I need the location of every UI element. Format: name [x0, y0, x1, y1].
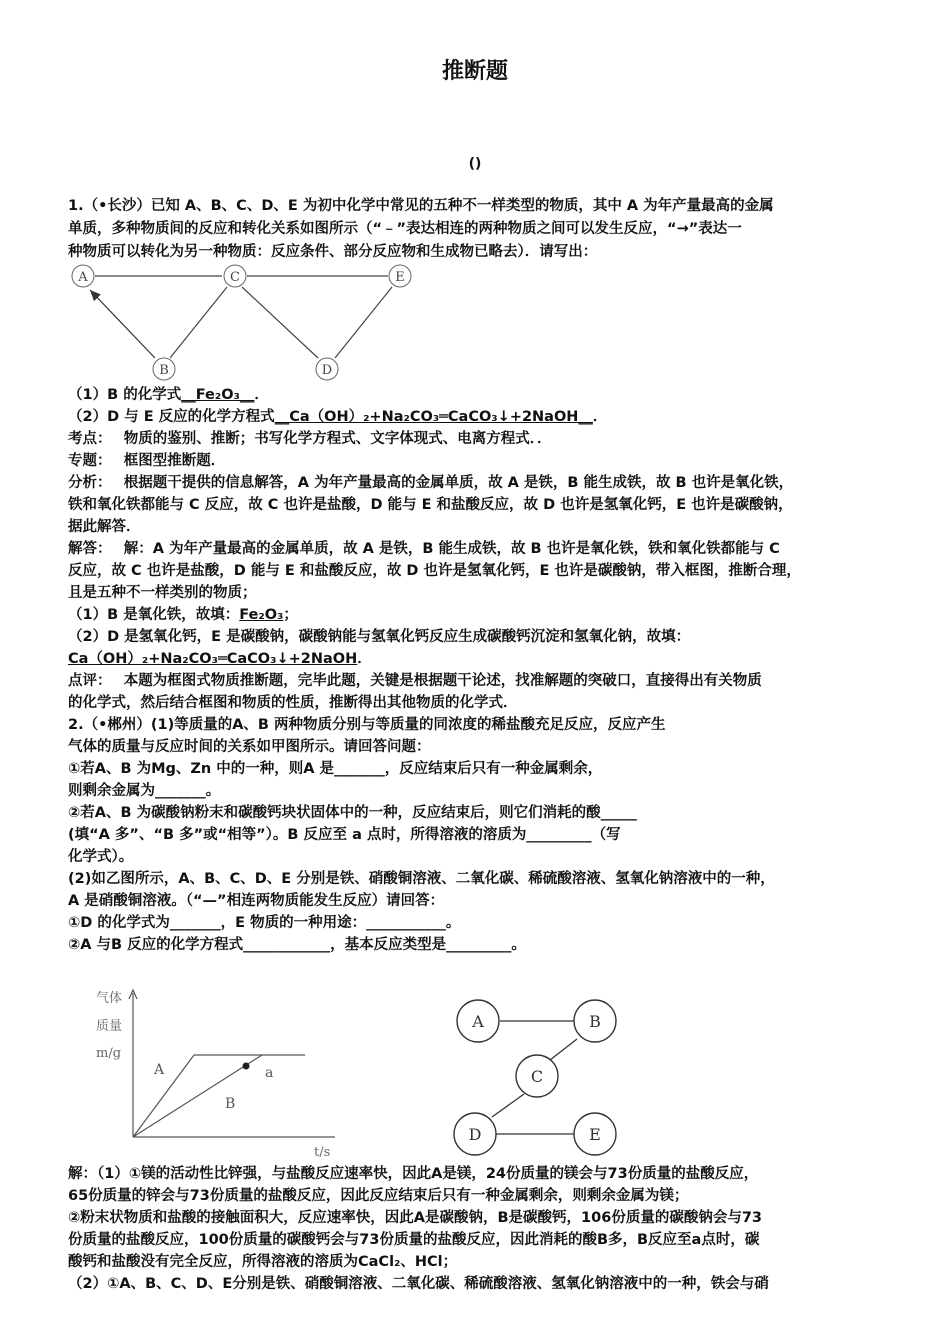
node-c: [516, 1055, 558, 1097]
q1-jieda-answer-2: Ca（OH）₂+Na₂CO₃═CaCO₃↓+2NaOH．: [68, 651, 372, 667]
node-a: [72, 265, 94, 287]
svg-text:B: B: [159, 363, 169, 378]
q2-solution-line: 份质量的盐酸反应，100份质量的碳酸钙会与73份质量的盐酸反应，因此消耗的酸B多，B反应至a点时，碳: [68, 1232, 760, 1248]
q1-fenxi-line: 铁和氧化铁都能与 C 反应，故 C 也许是盐酸，D 能与 E 和盐酸反应，故 D 也许是氢氧化钙，E 也许是碳酸钠，: [68, 497, 793, 513]
q1-reaction-diagram: [60, 258, 420, 388]
q1-zhuanti: 专题： 框图型推断题．: [68, 453, 226, 469]
q1-dianping-line: 的化学式，然后结合框图和物质的性质，推断得出其他物质的化学式．: [68, 695, 518, 711]
q2-line: ①D 的化学式为_______，E 物质的一种用途：___________。: [68, 915, 461, 931]
svg-text:D: D: [468, 1125, 482, 1144]
node-b: [574, 1000, 616, 1042]
node-d: [316, 358, 338, 380]
q2-line: ①若A、B 为Mg、Zn 中的一种，则A 是_______，反应结束后只有一种金属剩余，: [68, 761, 603, 777]
q2-line: ②若A、B 为碳酸钠粉末和碳酸钙块状固体中的一种，反应结束后，则它们消耗的酸_____: [68, 805, 637, 821]
q1-stem-line: 单质，多种物质间的反应和转化关系如图所示（“﹣”表达相连的两种物质之间可以发生反应，“→”表达一: [68, 221, 742, 237]
node-b: [153, 358, 175, 380]
node-d: [454, 1113, 496, 1155]
q1-answer-2-fill: __Ca（OH）₂+Na₂CO₃═CaCO₃↓+2NaOH__: [274, 409, 593, 425]
q1-stem-line: 1.（•长沙）已知 A、B、C、D、E 为初中化学中常见的五种不一样类型的物质，其中 A 为年产量最高的金属: [68, 198, 774, 214]
svg-text:A: A: [78, 270, 88, 285]
q2-line: (2)如乙图所示，A、B、C、D、E 分别是铁、硝酸铜溶液、二氧化碳、稀硫酸溶液、氢氧化钠溶液中的一种，: [68, 871, 775, 887]
q1-jieda-line: 且是五种不一样类别的物质；: [68, 585, 257, 601]
q2-solution-line: 解：（1）①镁的活动性比锌强，与盐酸反应速率快，因此A是镁，24份质量的镁会与73份质量的盐酸反应，: [68, 1166, 759, 1182]
node-e: [574, 1113, 616, 1155]
node-e: [389, 265, 411, 287]
svg-text:E: E: [395, 270, 405, 285]
q1-jieda-line: 解答： 解：A 为年产量最高的金属单质，故 A 是铁，B 能生成铁，故 B 也许是氧化铁，铁和氧化铁都能与 C: [68, 541, 780, 557]
page-subtitle: (): [468, 156, 482, 172]
point-a: [243, 1063, 250, 1070]
q1-answer-2: （2）D 与 E 反应的化学方程式__Ca（OH）₂+Na₂CO₃═CaCO₃↓+2NaOH__．: [68, 409, 608, 425]
q1-answer-1-fill: __Fe₂O₃__: [181, 387, 255, 403]
q2-line: ②A 与B 反应的化学方程式____________，基本反应类型是_________。: [68, 937, 526, 953]
svg-text:C: C: [230, 270, 240, 285]
q2-solution-line: 酸钙和盐酸没有完全反应，所得溶液的溶质为CaCl₂、HCl；: [68, 1254, 458, 1270]
svg-text:A: A: [472, 1012, 484, 1031]
y-axis-unit: m/g: [96, 1046, 122, 1061]
q2-line: 化学式）。: [68, 849, 134, 865]
x-axis-label: t/s: [314, 1145, 331, 1160]
series-b-line: [133, 1055, 262, 1137]
y-axis-label: 气体: [96, 991, 123, 1006]
q2-solution-line: （2）①A、B、C、D、E分别是铁、硝酸铜溶液、二氧化碳、稀硫酸溶液、氢氧化钠溶液中的一种，铁会与硝: [68, 1276, 769, 1292]
q1-jieda-answer-1: （1）B 是氧化铁，故填：Fe₂O₃；: [68, 607, 298, 623]
q2-line: 2.（•郴州）(1)等质量的A、B 两种物质分别与等质量的同浓度的稀盐酸充足反应，反应产生: [68, 717, 666, 733]
series-b-label: B: [225, 1096, 236, 1112]
q1-answer-1: （1）B 的化学式__Fe₂O₃__．: [68, 387, 269, 403]
q2-line: 则剩余金属为_______。: [68, 783, 221, 799]
q1-fenxi-line: 据此解答．: [68, 519, 141, 535]
y-axis-label: 质量: [96, 1019, 123, 1034]
svg-text:C: C: [530, 1067, 544, 1086]
q2-gas-mass-graph: [90, 985, 350, 1160]
q2-solution-line: 65份质量的锌会与73份质量的盐酸反应，因此反应结束后只有一种金属剩余，则剩余金属为镁；: [68, 1188, 689, 1204]
point-a-label: a: [265, 1065, 274, 1081]
node-c: [224, 265, 246, 287]
q2-line: A 是硝酸铜溶液。（“—”相连两物质能发生反应）请回答：: [68, 893, 445, 909]
q1-fenxi-line: 分析： 根据题干提供的信息解答，A 为年产量最高的金属单质，故 A 是铁，B 能生成铁，故 B 也许是氧化铁，: [68, 475, 794, 491]
page-title: 推断题: [441, 59, 508, 84]
q2-solution-line: ②粉末状物质和盐酸的接触面积大，反应速率快，因此A是碳酸钠，B是碳酸钙，106份质量的碳酸钠会与73: [68, 1210, 762, 1226]
q2-line: (填“A 多”、“B 多”或“相等”）。B 反应至 a 点时，所得溶液的溶质为_________（写: [68, 827, 621, 843]
q1-dianping-line: 点评： 本题为框图式物质推断题，完毕此题，关键是根据题干论述，找准解题的突破口，直接得出有关物质: [68, 673, 762, 689]
svg-text:D: D: [321, 363, 333, 378]
q1-stem-line: 种物质可以转化为另一种物质：反应条件、部分反应物和生成物已略去）．请写出：: [68, 244, 598, 260]
svg-text:B: B: [589, 1012, 601, 1031]
q1-jieda-line: 反应，故 C 也许是盐酸，D 能与 E 和盐酸反应，故 D 也许是氢氧化钙，E 也许是碳酸钠，带入框图，推断合理，: [68, 563, 801, 579]
svg-text:E: E: [589, 1125, 601, 1144]
q2-reaction-network: [440, 990, 640, 1160]
q1-kaodian: 考点： 物质的鉴别、推断；书写化学方程式、文字体现式、电离方程式．．: [68, 431, 552, 447]
q2-line: 气体的质量与反应时间的关系如甲图所示。请回答问题：: [68, 739, 431, 755]
q1-jieda-line: （2）D 是氢氧化钙，E 是碳酸钠，碳酸钠能与氢氧化钙反应生成碳酸钙沉淀和氢氧化钠，故填：: [68, 629, 691, 645]
node-a: [457, 1000, 499, 1042]
series-a-label: A: [154, 1062, 165, 1078]
